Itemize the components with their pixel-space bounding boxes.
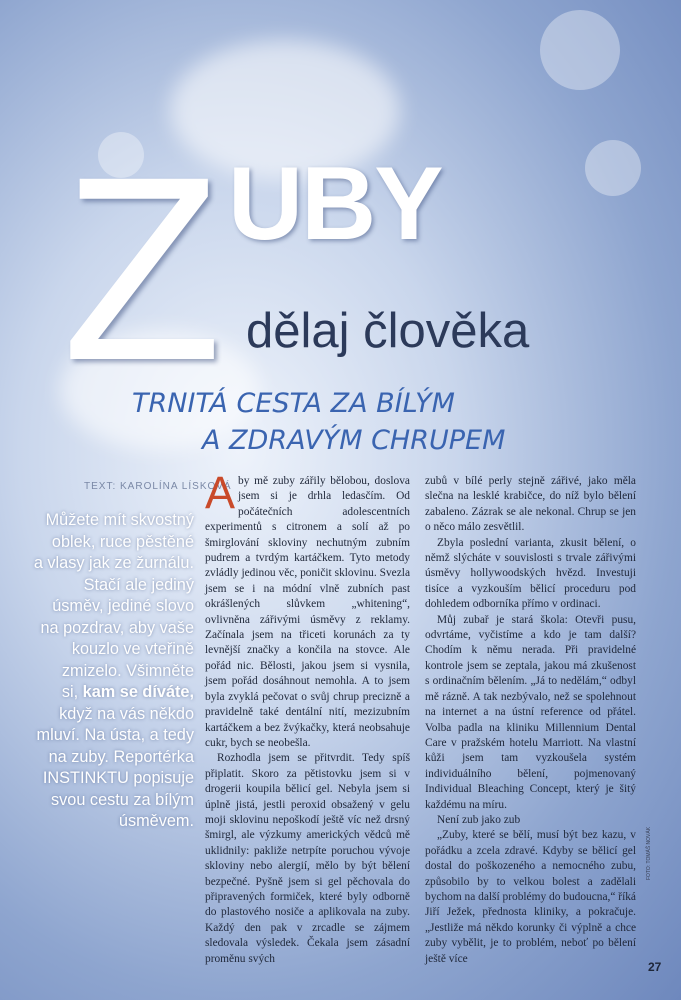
drop-cap: A	[205, 467, 236, 518]
lead-line: úsměv, jediné slovo	[52, 597, 194, 615]
lead-paragraph	[14, 510, 194, 833]
lead-line: a vlasy jak ze žurnálu.	[33, 554, 194, 572]
lead-line: svou cestu za bílým	[51, 790, 194, 809]
lead-line: kouzlo ve vteřině	[71, 640, 194, 658]
lead-emphasis: kam se díváte,	[82, 683, 194, 701]
title-initial: Z	[62, 122, 219, 415]
body-column-2	[425, 474, 636, 967]
body-paragraph: Zbyla poslední varianta, zkusit bělení, o němž slýcháte v souvislosti s trvale zářivými úsměvy hollywoodských hvězd. Investuji tisíce a vyzkouším bělicí proceduru pod dohledem odborníka přímo v ordinaci.	[425, 536, 636, 611]
body-text: by mě zuby zářily bělobou, doslova jsem si je drhla ledasčím. Od počátečních adolescentních experimentů s citronem a solí až po šmirglování skloviny nechutným zubním pudrem a tvrdým kartáčkem. Tyto metody zvládly jedinou věc, poničit sklovinu. Svezla jsem se i na módní vlně zubních past okrášlených slůvkem „whitening“, ovlivněna zářivými úsměvy z reklamy. Začínala jsem na třiceti korunách za ty levnější značky a končila na stovce. Ale pořád nic. Bělosti, jakou jsem si vysnila, jsem pořád dosáhnout nemohla. A to jsem byla zvyklá pečovat o svůj chrup precizně a pravidelně také dentální nití, mezizubním kartáčkem a bez žvýkačky, která neobsahuje cukr, bych se neobešla.	[205, 475, 410, 749]
lead-line: mluví. Na ústa, a tedy	[36, 726, 194, 744]
lead-line: úsměvem.	[118, 812, 194, 830]
background-bokeh	[585, 140, 641, 196]
tagline	[132, 385, 505, 459]
body-paragraph	[205, 467, 410, 751]
photo-credit: FOTO: TOMÁŠ NOVÁK	[646, 826, 652, 880]
lead-line: když na vás někdo	[59, 704, 194, 723]
lead-line: Stačí ale jediný	[83, 575, 194, 594]
body-paragraph: „Zuby, které se bělí, musí být bez kazu, v pořádku a zcela zdravé. Kdyby se bělicí gel dostal do poškozeného a nemocného zubu, způsobilo by to velkou bolest a zadělali bychom na další problémy do budoucna,“ říká Jiří Ježek, přednosta kliniky, a pokračuje. „Jestliže má někdo korunky či výplně a chce zuby vybělit, je to problém, neboť po bělení ještě více	[425, 829, 636, 965]
lead-line: INSTINKTU popisuje	[42, 769, 194, 787]
lead-line: zmizelo. Všimněte	[61, 661, 194, 680]
tagline-line: A ZDRAVÝM CHRUPEM	[202, 425, 506, 456]
lead-line-start: si,	[61, 683, 79, 701]
body-paragraph: zubů v bílé perly stejně zářivé, jako měla slečna na lesklé krabičce, do níž bylo bělení zabaleno. Zázrak se ale nekonal. Chrup se jen o něco málo zesvětlil.	[425, 475, 636, 534]
author-credit: TEXT: KAROLÍNA LÍSKOVÁ	[84, 481, 232, 492]
lead-line	[14, 682, 194, 704]
body-paragraph: Můj zubař je stará škola: Otevři pusu, odvrtáme, vyčistíme a kdo je tam další? Chodím k němu nerada. Při pravidelné kontrole jsem se zeptala, jakou má zkušenost s ordinačním bělením. „Já to nedělám,“ odbyl mě rázně. A tak nezbývalo, než se spolehnout na internet a na ústní reference od přátel. Volba padla na kliniku Millennium Dental Care v pražském hotelu Marriott. Na vlastní kůži jsem tam vyzkoušela systém individuálního bělení, pojmenovaný Individual Bleaching Concept, který je šitý každému na míru.	[425, 613, 636, 811]
body-paragraph: Rozhodla jsem se přitvrdit. Tedy spíš připlatit. Skoro za pětistovku jsem si v drogerii koupila bělicí gel. Nebyla jsem si úplně jistá, jestli peroxid obsažený v gelu moji sklovinu nepoškodí ještě víc než drsný šmirgl, ale výzkumy amerických vědců mě uklidnily: pakliže netrpíte poruchou vývoje skloviny nebo alergií, mělo by být bělení bezpečné. Pyšně jsem si gel pěchovala do připravených formiček, které byly odborně do plastového nosiče a aplikovala na zuby. Každý den pak v zrcadle se zájmem sledovala výsledek. Čekala jsem zásadní proměnu svých	[205, 752, 410, 965]
lead-line: oblek, ruce pěstěné	[51, 532, 194, 551]
lead-line: na zuby. Reportérka	[48, 747, 194, 766]
lead-line: Můžete mít skvostný	[45, 511, 194, 529]
title-rest: UBY	[228, 146, 442, 262]
tagline-line: TRNITÁ CESTA ZA BÍLÝM	[132, 388, 455, 419]
body-column-1	[205, 467, 410, 967]
lead-line: na pozdrav, aby vaše	[40, 618, 194, 637]
section-heading: Není zub jako zub	[437, 813, 521, 826]
page-number: 27	[648, 960, 662, 974]
background-bokeh	[540, 10, 620, 90]
subtitle: dělaj člověka	[246, 304, 530, 358]
